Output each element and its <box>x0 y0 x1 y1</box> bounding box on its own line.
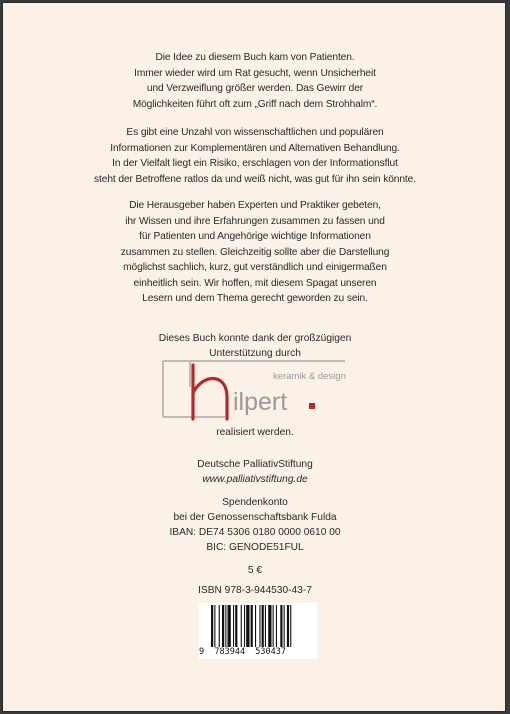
barcode-bar <box>244 605 245 647</box>
foundation-url[interactable]: www.palliativstiftung.de <box>202 474 308 485</box>
editors-paragraph: Die Herausgeber haben Experten und Praktiker gebeten, ihr Wissen und ihre Erfahrungen zusammen zu fassen und für Patienten und Angehörige wichtige Informationen zusammen zu stellen. Gleichzeitig sollte aber die Darstellung möglichst sachlich, kurz, gut verständlich und einigermaßen einheitlich sein. Wir hoffen, mit diesem Spagat unseren Lesern und dem Thema gerecht geworden zu sein. <box>120 200 390 304</box>
isbn-barcode <box>199 603 317 659</box>
barcode-bar <box>265 605 266 647</box>
barcode-bar <box>290 605 291 647</box>
bank-name: bei der Genossenschaftsbank Fulda <box>173 512 337 523</box>
barcode-bar <box>219 605 220 647</box>
barcode-bar <box>259 605 260 647</box>
barcode-bar <box>268 605 271 647</box>
barcode-digits: 9 783944 530437 <box>199 647 286 657</box>
barcode-bar <box>262 605 264 647</box>
intro-paragraph: Die Idee zu diesem Buch kam von Patienten. Immer wieder wird um Rat gesucht, wenn Unsicherheit und Verzweiflung größer werden. Das Gewirr der Möglichkeiten führt oft zum „Griff nach dem Strohhalm“. <box>132 52 378 110</box>
price: 5 € <box>247 565 263 576</box>
barcode-bar <box>222 605 224 647</box>
barcode-bar <box>235 605 237 647</box>
barcode-bars <box>199 605 317 649</box>
sponsor-after: realisiert werden. <box>216 427 294 438</box>
bank-bic: BIC: GENODE51FUL <box>206 542 304 553</box>
barcode-bar <box>211 605 213 647</box>
logo-tagline: keramik & design <box>273 371 346 382</box>
bank-title: Spendenkonto <box>222 497 288 508</box>
logo-dot <box>309 403 315 409</box>
barcode-bar <box>225 605 226 647</box>
barcode-bar <box>276 605 277 647</box>
barcode-bar <box>287 605 289 647</box>
isbn: ISBN 978-3-944530-43-7 <box>198 585 312 596</box>
info-paragraph: Es gibt eine Unzahl von wissenschaftlichen und populären Informationen zur Komplementären und Alternativen Behandlung. In der Vielfalt liegt ein Risiko, erschlagen von der Informationsflut steht der Betroffene ratlos da und weiß nicht, was gut für ihn sein könnte. <box>94 127 416 185</box>
barcode-bar <box>273 605 274 647</box>
bank-iban: IBAN: DE74 5306 0180 0000 0610 00 <box>169 527 341 538</box>
foundation-block <box>0 457 510 487</box>
hilpert-logo <box>155 355 355 425</box>
barcode-bar <box>233 605 234 647</box>
barcode-bar <box>255 605 256 647</box>
foundation-name: Deutsche PalliativStiftung <box>197 459 313 470</box>
logo-h-mark <box>193 365 227 419</box>
logo-wordmark: ilpert <box>233 388 288 416</box>
bank-block <box>0 495 510 555</box>
barcode-bar <box>228 605 231 647</box>
barcode-bar <box>214 605 215 647</box>
barcode-bar <box>241 605 242 647</box>
sponsor-text: Dieses Buch konnte dank der großzügigen Unterstützung durch <box>158 333 352 359</box>
barcode-bar <box>251 605 253 647</box>
barcode-bar <box>246 605 249 647</box>
barcode-bar <box>284 605 285 647</box>
barcode-bar <box>280 605 282 647</box>
